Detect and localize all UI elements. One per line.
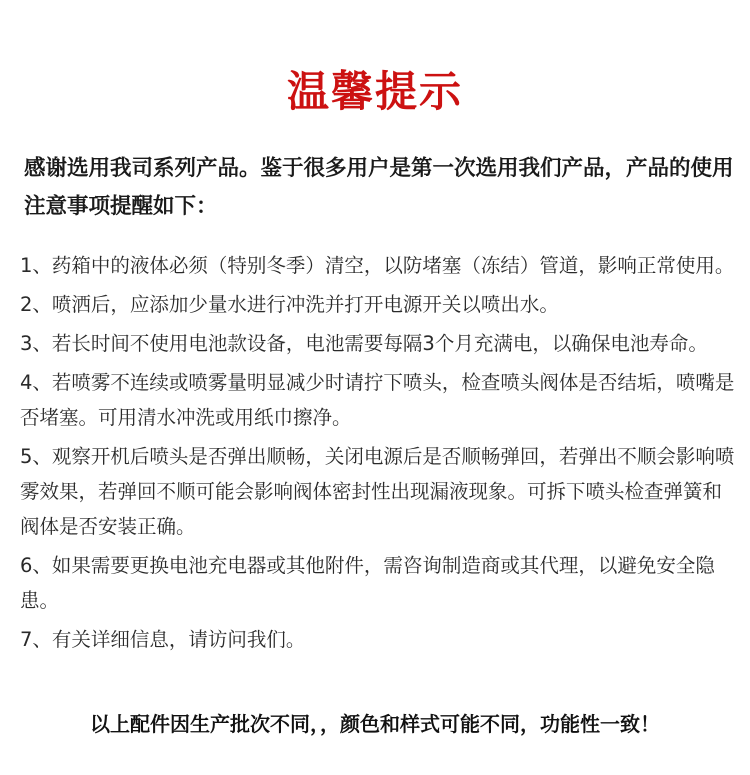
notice-list	[20, 248, 736, 661]
intro-paragraph: 感谢选用我司系列产品。鉴于很多用户是第一次选用我们产品，产品的使用注意事项提醒如下：	[24, 156, 734, 219]
notice-item-2: 2、喷洒后，应添加少量水进行冲洗并打开电源开关以喷出水。	[20, 293, 559, 316]
footer-note: 以上配件因生产批次不同，，颜色和样式可能不同，功能性一致！	[90, 712, 660, 736]
notice-item-4: 4、若喷雾不连续或喷雾量明显减少时请拧下喷头，检查喷头阀体是否结垢，喷嘴是否堵塞。可用清水冲洗或用纸巾擦净。	[20, 371, 735, 429]
notice-item-5: 5、观察开机后喷头是否弹出顺畅，关闭电源后是否顺畅弹回，若弹出不顺会影响喷雾效果，若弹回不顺可能会影响阀体密封性出现漏液现象。可拆下喷头检查弹簧和阀体是否安装正确。	[20, 445, 735, 538]
notice-item-3: 3、若长时间不使用电池款设备，电池需要每隔3个月充满电，以确保电池寿命。	[20, 332, 708, 355]
notice-item-7: 7、有关详细信息，请访问我们。	[20, 628, 306, 651]
page-title: 温馨提示	[286, 67, 463, 116]
notice-item-6: 6、如果需要更换电池充电器或其他附件，需咨询制造商或其代理，以避免安全隐患。	[20, 554, 715, 612]
notice-item-1: 1、药箱中的液体必须（特别冬季）清空，以防堵塞（冻结）管道，影响正常使用。	[20, 254, 735, 277]
